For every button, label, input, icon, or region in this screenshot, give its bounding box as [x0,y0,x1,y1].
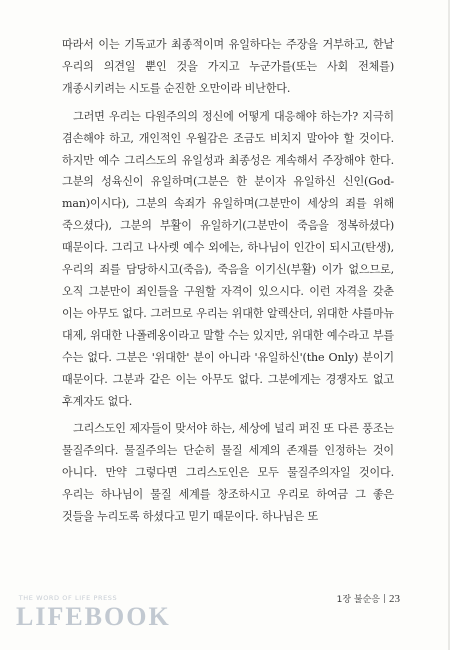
paragraph: 그리스도인 제자들이 맞서야 하는, 세상에 널리 퍼진 또 다른 풍조는 물질주의다. 물질주의는 단순히 물질 세계의 존재를 인정하는 것이 아니다. 만약 그렇다면 그리스도인은 모두 물질주의자일 것이다. 우리는 하나님이 물질 세계를 창조하시고 우리로 하여금 그 좋은 것들을 누리도록 하셨다고 믿기 때문이다. 하나님은 또 [62,422,394,524]
publisher-watermark [16,594,171,638]
chapter-title: 1장 불순응 [336,595,380,605]
paragraph: 따라서 이는 기독교가 최종적이며 유일하다는 주장을 거부하고, 한낱 우리의 의견일 뿐인 것을 가지고 누군가를(또는 사회 전체를) 개종시키려는 시도를 순진한 오만이라 비난한다. [62,38,394,95]
watermark-logo: LIFEBOOK [16,602,171,631]
running-footer [330,592,400,605]
watermark-tagline: THE WORD OF LIFE PRESS [18,594,118,602]
footer-divider [384,594,385,603]
paragraph: 그러면 우리는 다원주의의 정신에 어떻게 대응해야 하는가? 지극히 겸손해야 하고, 개인적인 우월감은 조금도 비치지 말아야 할 것이다. 하지만 예수 그리스도의 유일성과 최종성은 계속해서 주장해야 한다. 그분의 성육신이 유일하며(그분은 한 분이자 유일하신 신인(God-man)이시다), 그분의 속죄가 유일하며(그분만이 세상의 죄를 위해 죽으셨다), 그분의 부활이 유일하기(그분만이 죽음을 정복하셨다) 때문이다. 그리고 나사렛 예수 외에는, 하나님이 인간이 되시고(탄생), 우리의 죄를 담당하시고(죽음), 죽음을 이기신(부활) 이가 없으므로, 오직 그분만이 죄인들을 구원할 자격이 있으시다. 이런 자격을 갖춘 이는 아무도 없다. 그러므로 우리는 위대한 알렉산더, 위대한 샤를마뉴 대제, 위대한 나폴레옹이라고 말할 수는 있지만, 위대한 예수라고 부를 수는 없다. 그분은 '위대한' 분이 아니라 '유일하신'(the Only) 분이기 때문이다. 그분과 같은 이는 아무도 없다. 그분에게는 경쟁자도 없고 후계자도 없다. [62,109,394,408]
body-text [62,34,394,528]
page-number: 23 [389,593,400,605]
